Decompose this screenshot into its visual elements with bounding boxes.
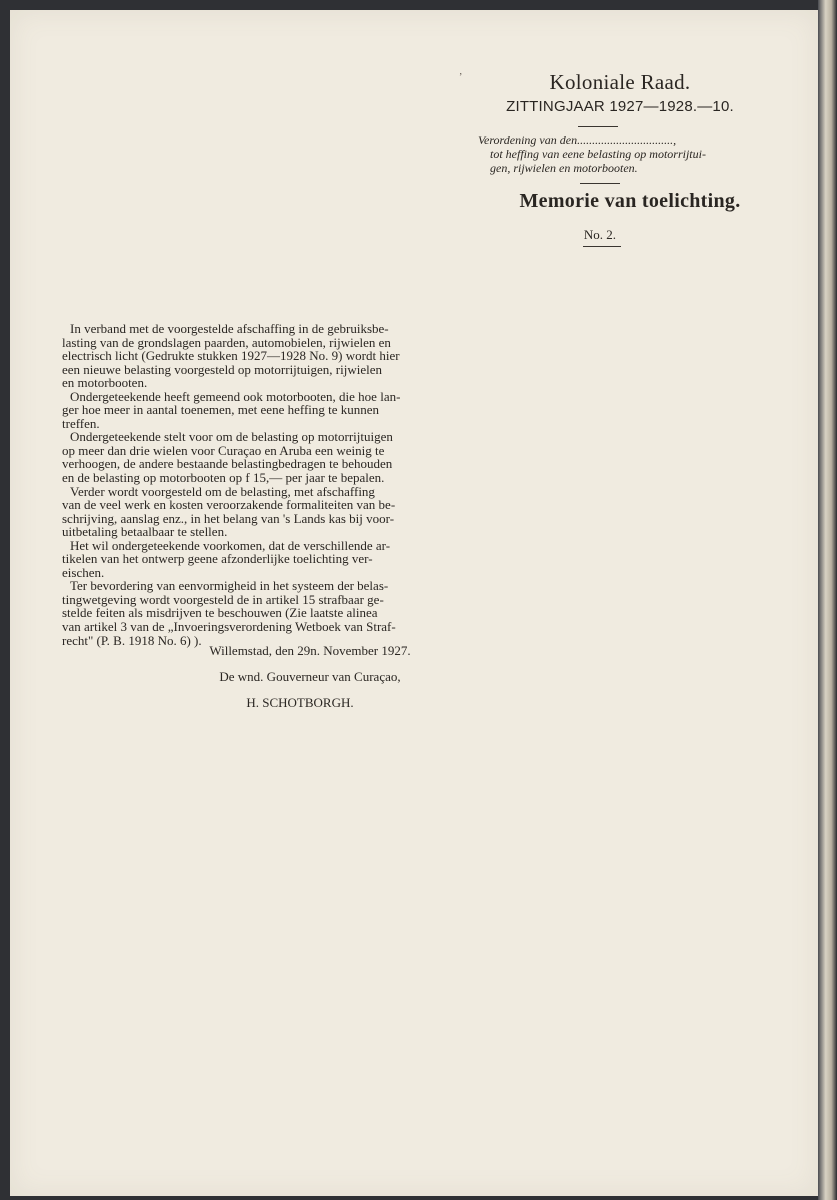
body-line: In verband met de voorgestelde afschaffing in de gebruiksbe- bbox=[70, 321, 389, 336]
body-line: tingwetgeving wordt voorgesteld de in artikel 15 strafbaar ge- bbox=[62, 591, 384, 607]
body-line: en de belasting op motorbooten op f 15,— per jaar te bepalen. bbox=[62, 470, 385, 486]
ordinance-line: Verordening van den................................, bbox=[478, 133, 677, 147]
body-text bbox=[62, 322, 442, 647]
signature-name: H. SCHOTBORGH. bbox=[246, 695, 354, 710]
body-line: verhoogen, de andere bestaande belastingbedragen te behouden bbox=[62, 456, 393, 472]
signature-place-date: Willemstad, den 29n. November 1927. bbox=[209, 643, 411, 658]
body-line: ger hoe meer in aantal toenemen, met eene heffing te kunnen bbox=[62, 402, 380, 418]
body-line: van artikel 3 van de „Invoeringsverordening Wetboek van Straf- bbox=[62, 619, 396, 635]
body-line: Ondergeteekende heeft gemeend ook motorbooten, die hoe lan- bbox=[70, 388, 401, 404]
document-number: No. 2. bbox=[583, 227, 617, 242]
ordinance-line: tot heffing van eene belasting op motorrijtui- bbox=[490, 147, 706, 161]
session-year: ZITTINGJAAR 1927—1928.—10. bbox=[506, 98, 734, 115]
signature-role: De wnd. Gouverneur van Curaçao, bbox=[219, 669, 401, 684]
body-line: op meer dan drie wielen voor Curaçao en Aruba een weinig te bbox=[62, 442, 385, 458]
document-title: Memorie van toelichting. bbox=[519, 190, 741, 212]
body-line: Het wil ondergeteekende voorkomen, dat de verschillende ar- bbox=[70, 537, 391, 553]
body-line: schrijving, aanslag enz., in het belang van 's Lands kas bij voor- bbox=[62, 510, 395, 526]
body-line: tikelen van het ontwerp geene afzonderlijke toelichting ver- bbox=[62, 551, 373, 567]
body-line: eischen. bbox=[62, 564, 105, 580]
ordinance-line: gen, rijwielen en motorbooten. bbox=[490, 161, 638, 175]
divider-1 bbox=[578, 126, 618, 127]
body-line: lasting van de grondslagen paarden, automobielen, rijwielen en bbox=[62, 334, 391, 350]
page-edge bbox=[818, 0, 837, 1200]
body-line: treffen. bbox=[62, 415, 100, 431]
body-line: van de veel werk en kosten veroorzakende formaliteiten van be- bbox=[62, 497, 396, 513]
body-line: recht" (P. B. 1918 No. 6) ). bbox=[62, 632, 202, 648]
divider-2 bbox=[580, 183, 620, 184]
body-line: electrisch licht (Gedrukte stukken 1927—1928 No. 9) wordt hier bbox=[62, 348, 400, 364]
body-line: en motorbooten. bbox=[62, 375, 148, 391]
body-line: uitbetaling betaalbaar te stellen. bbox=[62, 524, 228, 540]
body-line: stelde feiten als misdrijven te beschouwen (Zie laatste alinea bbox=[62, 605, 378, 621]
page-speck: ʼ bbox=[459, 72, 463, 83]
body-line: Verder wordt voorgesteld om de belasting, met afschaffing bbox=[70, 483, 375, 499]
ordinance-title bbox=[478, 133, 740, 175]
council-title: Koloniale Raad. bbox=[549, 70, 691, 94]
divider-3 bbox=[583, 246, 621, 247]
body-line: Ondergeteekende stelt voor om de belasting op motorrijtuigen bbox=[70, 429, 393, 445]
body-line: een nieuwe belasting voorgesteld op motorrijtuigen, rijwielen bbox=[62, 361, 382, 377]
body-line: Ter bevordering van eenvormigheid in het systeem der belas- bbox=[70, 578, 389, 594]
